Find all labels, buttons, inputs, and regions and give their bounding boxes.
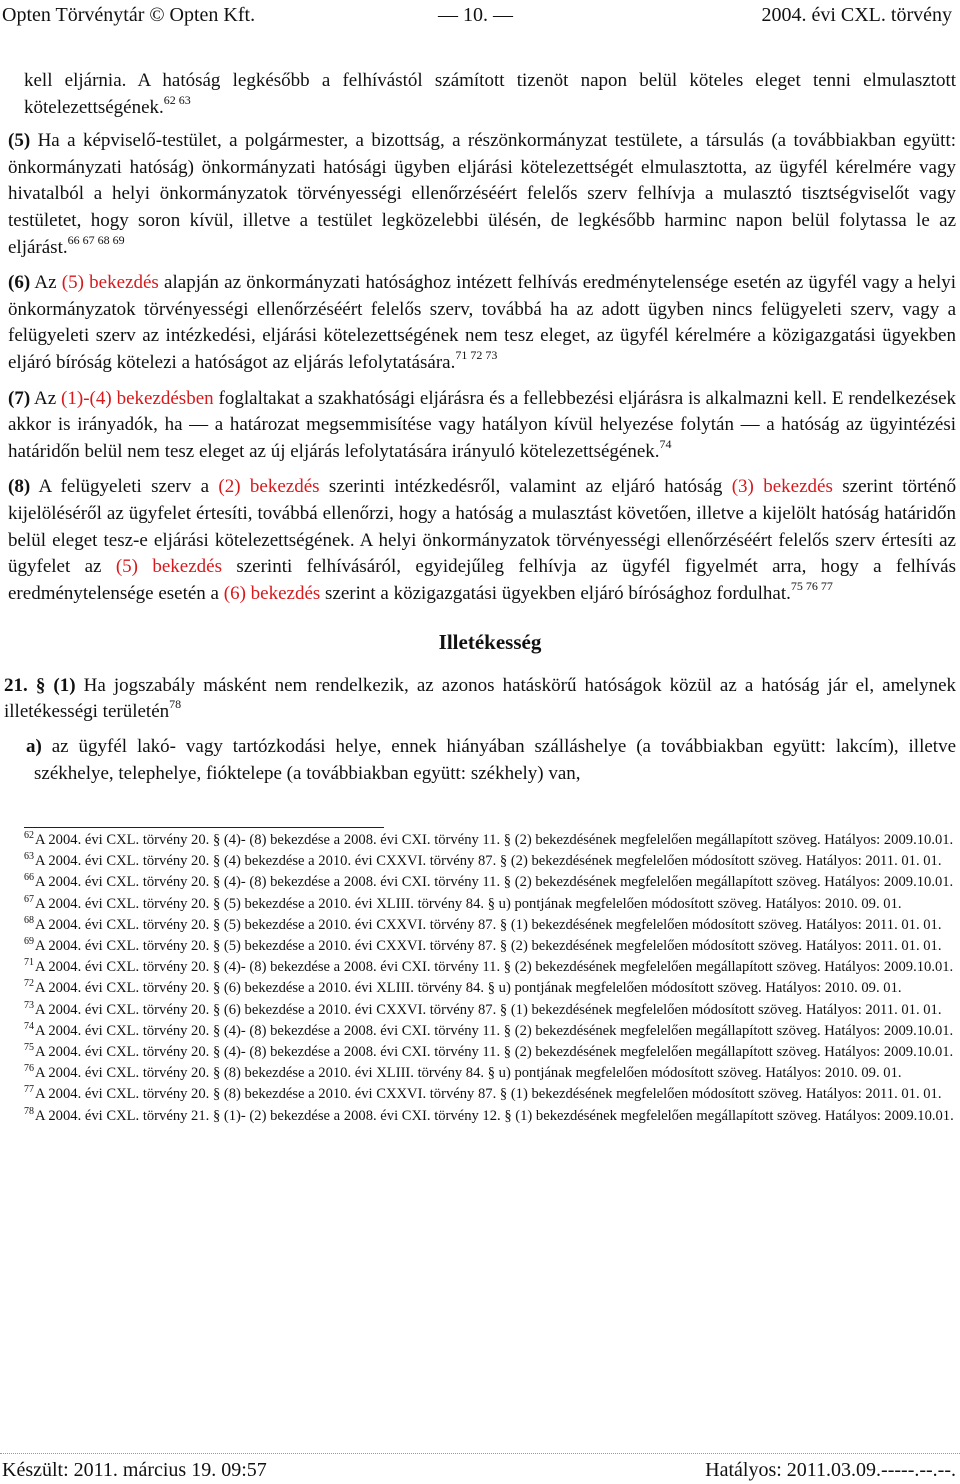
paragraph-7	[8, 386, 956, 466]
footer-created: Készült: 2011. március 19. 09:57	[2, 1459, 267, 1481]
paragraph-text: szerinti felhívásáról, egyidejűleg felhívja az ügyfél figyelmét arra, hogy a felhívás eredménytelensége esetén a	[8, 556, 957, 604]
cross-reference-link[interactable]: (1)-(4) bekezdésben	[61, 387, 214, 409]
cross-reference-link[interactable]: (5) bekezdés	[115, 556, 222, 578]
footnote-number: 76	[24, 1063, 34, 1075]
page-footer	[0, 1459, 960, 1481]
footnote	[2, 957, 956, 978]
paragraph-8	[8, 474, 956, 607]
cross-reference-link[interactable]: (5) bekezdés	[61, 272, 159, 294]
footnote	[2, 1063, 956, 1084]
footnote	[2, 830, 956, 851]
paragraph-text: Ha jogszabály másként nem rendelkezik, az azonos hatáskörű hatóságok közül az a hatóság jár el, amelynek illetékességi területén	[4, 674, 957, 723]
section-number: 21. §	[4, 674, 46, 696]
paragraph-text: szerint a közigazgatási ügyekben eljáró bírósághoz fordulhat.	[325, 582, 791, 604]
footnote-text: A 2004. évi CXL. törvény 20. § (4)- (8) bekezdése a 2008. évi CXI. törvény 11. § (2) bekezdésének megfelelően megállapított szöveg. Hatályos: 2009.10.01.	[35, 874, 954, 891]
paragraph-number: (7)	[8, 387, 31, 409]
footer-divider	[0, 1453, 960, 1454]
footnote-number: 72	[24, 978, 34, 990]
paragraph-text: szerinti intézkedésről, valamint az eljáró hatóság	[328, 476, 723, 498]
footnote	[2, 851, 956, 872]
footnotes	[2, 830, 956, 1127]
footnote-number: 63	[24, 851, 34, 863]
footnote	[2, 915, 956, 936]
footnote-ref[interactable]: 74	[659, 436, 672, 451]
footnote-divider	[24, 827, 384, 828]
paragraph-continuation	[24, 68, 956, 121]
footnote-text: A 2004. évi CXL. törvény 20. § (4)- (8) bekezdése a 2008. évi CXI. törvény 11. § (2) bekezdésének megfelelően megállapított szöveg. Hatályos: 2009.10.01.	[35, 959, 954, 976]
footnote-text: A 2004. évi CXL. törvény 20. § (4)- (8) bekezdése a 2008. évi CXI. törvény 11. § (2) bekezdésének megfelelően megállapított szöveg. Hatályos: 2009.10.01.	[35, 1044, 954, 1061]
list-item-a	[26, 734, 956, 787]
footnote-text: A 2004. évi CXL. törvény 20. § (4)- (8) bekezdése a 2008. évi CXI. törvény 11. § (2) bekezdésének megfelelően megállapított szöveg. Hatályos: 2009.10.01.	[35, 1022, 954, 1039]
paragraph-5	[8, 128, 956, 261]
footnote-text: A 2004. évi CXL. törvény 20. § (4) bekezdése a 2010. évi CXXVI. törvény 87. § (2) bekezdésének megfelelően módosított szöveg. Hatályos: 2011. 01. 01.	[35, 853, 942, 870]
footer-effective: Hatályos: 2011.03.09.-----.--.--.	[705, 1459, 956, 1481]
header-law-title: 2004. évi CXL. törvény	[761, 4, 952, 26]
cross-reference-link[interactable]: (6) bekezdés	[223, 582, 321, 604]
header-publisher: Opten Törvénytár © Opten Kft.	[2, 4, 256, 26]
paragraph-number: (5)	[8, 130, 31, 152]
footnote-number: 78	[24, 1105, 34, 1117]
item-text: az ügyfél lakó- vagy tartózkodási helye, ennek hiányában szálláshelye (a továbbiakban együtt: lakcím), illetve székhelye, telephelye, fióktelepe (a továbbiakban együtt: székhely) van,	[34, 736, 956, 784]
footnote-number: 74	[24, 1020, 34, 1032]
footnote-ref[interactable]: 78	[169, 697, 182, 712]
footnote-number: 69	[24, 936, 34, 948]
paragraph-number: (8)	[8, 476, 31, 498]
paragraph-text: szerint történő kijelöléséről az ügyfelet értesíti, továbbá ellenőrzi, hogy a hatóság a mulasztást követően, illetve a kijelölt hatóság határidőn belül eleget tesz-e eljárási kötelezettségének. A helyi önkormányzatok törvényességi ellenőrzéséért felelős szerv értesíti az ügyfelet az	[8, 476, 957, 578]
footnote-text: A 2004. évi CXL. törvény 20. § (5) bekezdése a 2010. évi CXXVI. törvény 87. § (2) bekezdésének megfelelően módosított szöveg. Hatályos: 2011. 01. 01.	[35, 938, 942, 955]
footnote-number: 71	[24, 957, 34, 969]
footnote-text: A 2004. évi CXL. törvény 20. § (5) bekezdése a 2010. évi CXXVI. törvény 87. § (1) bekezdésének megfelelően módosított szöveg. Hatályos: 2011. 01. 01.	[35, 916, 942, 933]
footnote	[2, 1042, 956, 1063]
paragraph-text: kell eljárnia. A hatóság legkésőbb a felhívástól számított tizenöt napon belül köteles eleget tenni elmulasztott kötelezettségének.	[24, 70, 956, 118]
paragraph-text: A felügyeleti szerv a	[38, 476, 210, 498]
footnote	[2, 978, 956, 999]
footnote-number: 62	[24, 830, 34, 841]
paragraph-text: Ha a képviselő-testület, a polgármester, a bizottság, a részönkormányzat testülete, a társulás (a továbbiakban együtt: önkormányzati hatóság) önkormányzati hatósági ügyben eljárási kötelezettségét elmulasztotta, az ügyfél kérelmére vagy hivatalból a helyi önkormányzatok törvényességi ellenőrzéséért felelős szerv felhívja a mulasztó tisztségviselőt vagy testületet, hogy soron kívül, illetve a testület legközelebbi ülésén, de legkésőbb harminc napon belül folytassa le az eljárást.	[8, 130, 956, 258]
footnote-ref[interactable]: 75 76 77	[790, 578, 833, 593]
header-page-number: — 10. —	[438, 4, 513, 26]
paragraph-number: (6)	[8, 272, 31, 294]
footnote-number: 67	[24, 893, 34, 905]
page-header	[0, 4, 960, 32]
cross-reference-link[interactable]: (3) bekezdés	[731, 476, 833, 498]
footnote	[2, 1084, 956, 1105]
footnote-text: A 2004. évi CXL. törvény 21. § (1)- (2) bekezdése a 2008. évi CXI. törvény 12. § (1) bekezdésének megfelelően megállapított szöveg. Hatályos: 2009.10.01.	[35, 1107, 954, 1124]
paragraph-6	[8, 270, 956, 376]
footnote-text: A 2004. évi CXL. törvény 20. § (6) bekezdése a 2010. évi CXXVI. törvény 87. § (1) bekezdésének megfelelően módosított szöveg. Hatályos: 2011. 01. 01.	[35, 1001, 942, 1018]
footnote-number: 75	[24, 1042, 34, 1054]
footnote	[2, 894, 956, 915]
footnote	[2, 936, 956, 957]
paragraph-text: alapján az önkormányzati hatósághoz intézett felhívás eredménytelensége esetén az ügyfél vagy a helyi önkormányzatok törvényességi ellenőrzéséért felelős szerv, továbbá ha az adott ügyben nincs felügyeleti szerv, vagy a felügyeleti szerv az intézkedési, eljárási kötelezettségének nem tesz eleget, az ügyfél kérelmére a közigazgatási ügyekben eljáró bíróság kötelezi a hatóságot az eljárás lefolytatására.	[8, 272, 957, 373]
footnote	[2, 1021, 956, 1042]
footnote-text: A 2004. évi CXL. törvény 20. § (5) bekezdése a 2010. évi XLIII. törvény 84. § u) pontjának megfelelően módosított szöveg. Hatályos: 2010. 09. 01.	[35, 895, 902, 912]
section-title: Illetékesség	[438, 630, 542, 655]
footnote-text: A 2004. évi CXL. törvény 20. § (8) bekezdése a 2010. évi XLIII. törvény 84. § u) pontjának megfelelően módosított szöveg. Hatályos: 2010. 09. 01.	[35, 1065, 902, 1082]
paragraph-text: foglaltakat a szakhatósági eljárásra és a fellebbezési eljárásra is alkalmazni kell. E rendelkezések akkor is irányadók, ha — a határozat megsemmisítése vagy hatályon kívül helyezése folytán — a hatóság az ügyintézési határidőn belül nem tesz eleget az új eljárás lefolytatására irányuló kötelezettségének.	[8, 387, 957, 462]
paragraph-text: Az	[34, 387, 57, 409]
footnote-text: A 2004. évi CXL. törvény 20. § (4)- (8) bekezdése a 2008. évi CXI. törvény 11. § (2) bekezdésének megfelelően megállapított szöveg. Hatályos: 2009.10.01.	[35, 832, 954, 848]
paragraph-text: Az	[34, 272, 57, 294]
cross-reference-link[interactable]: (2) bekezdés	[218, 476, 320, 498]
footnote-ref[interactable]: 62 63	[163, 92, 191, 107]
section-21-paragraph-1	[4, 673, 956, 726]
item-label: a)	[26, 736, 42, 758]
footnote	[2, 1106, 956, 1127]
footnote-ref[interactable]: 66 67 68 69	[67, 232, 125, 247]
paragraph-number: (1)	[53, 674, 76, 696]
footnote-ref[interactable]: 71 72 73	[455, 347, 498, 362]
footnote-number: 77	[24, 1084, 34, 1096]
footnote-number: 66	[24, 872, 34, 884]
footnote-text: A 2004. évi CXL. törvény 20. § (6) bekezdése a 2010. évi XLIII. törvény 84. § u) pontjának megfelelően módosított szöveg. Hatályos: 2010. 09. 01.	[35, 980, 902, 997]
footnote	[2, 872, 956, 893]
footnote-text: A 2004. évi CXL. törvény 20. § (8) bekezdése a 2010. évi CXXVI. törvény 87. § (1) bekezdésének megfelelően módosított szöveg. Hatályos: 2011. 01. 01.	[35, 1086, 942, 1103]
footnote-number: 73	[24, 999, 34, 1011]
footnote-number: 68	[24, 914, 34, 926]
footnote	[2, 1000, 956, 1021]
document-body	[4, 68, 957, 787]
